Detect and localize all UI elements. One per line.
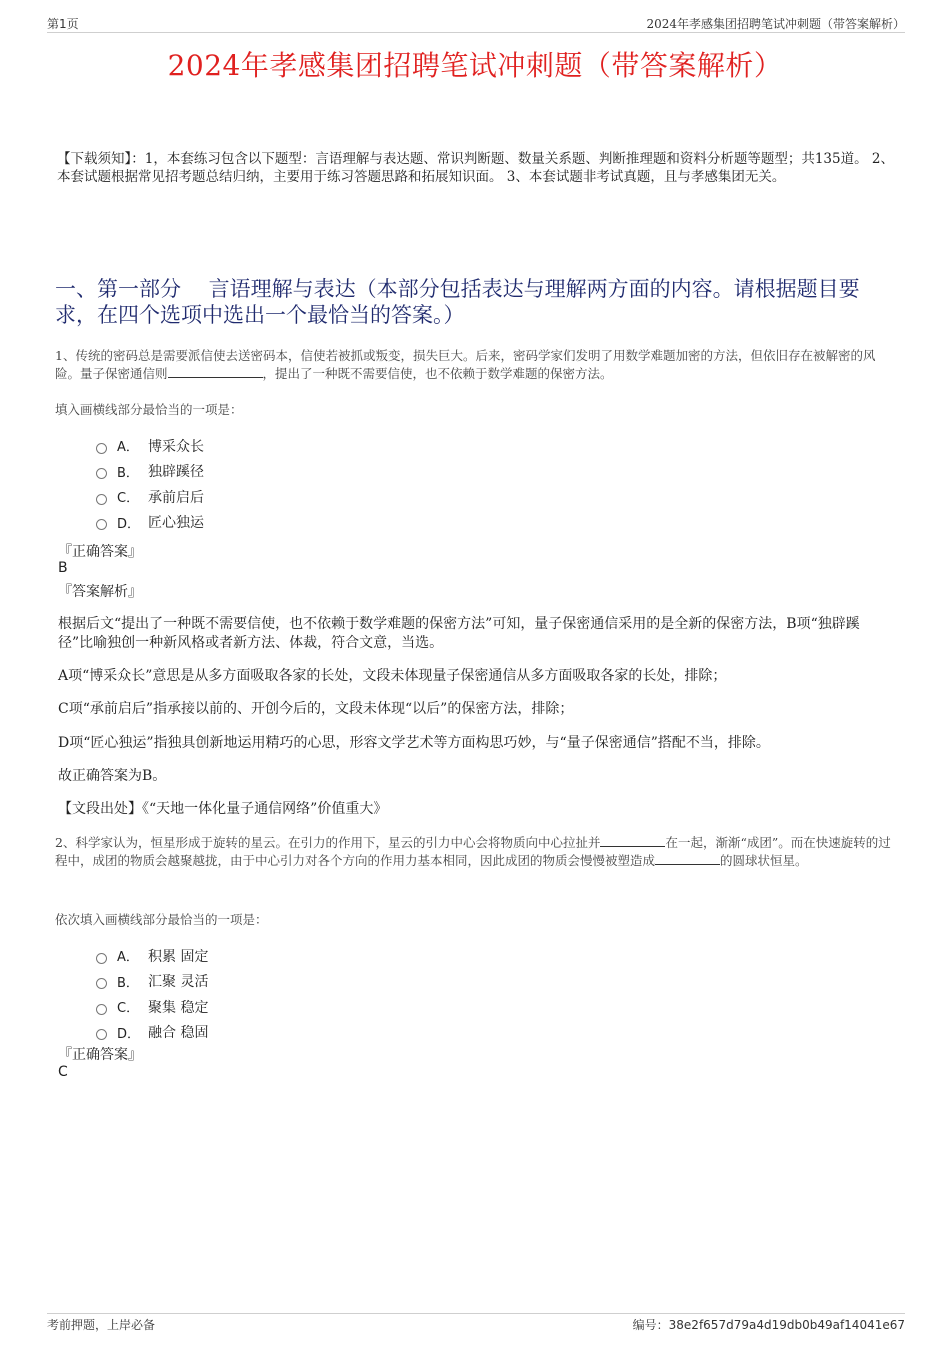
answer-value: B bbox=[58, 560, 68, 576]
question-2-hint: 依次填入画横线部分最恰当的一项是： bbox=[55, 912, 268, 927]
analysis-paragraph: A项“博采众长”意思是从多方面吸取各家的长处，文段未体现量子保密通信从多方面吸取各家的长处，排除； bbox=[58, 668, 727, 684]
radio-icon[interactable] bbox=[96, 1004, 107, 1015]
answer-blank bbox=[655, 854, 720, 865]
page-footer bbox=[47, 1313, 905, 1334]
page-header bbox=[47, 14, 905, 33]
analysis-label: 『答案解析』 bbox=[58, 584, 142, 600]
question-2-options bbox=[96, 943, 208, 1045]
question-1-text: 1、传统的密码总是需要派信使去送密码本，信使若被抓或叛变，损失巨大。后来，密码学家们发明了用数学难题加密的方法，但依旧存在被解密的风险。量子保密通信则 ，提出了一种既不需要信使，也不依赖于数学难题的保密方法。 bbox=[55, 348, 876, 381]
source-citation: 【文段出处】《“天地一体化量子通信网络”价值重大》 bbox=[58, 801, 388, 817]
answer-label: 『正确答案』 bbox=[58, 1047, 142, 1063]
question-1-hint: 填入画横线部分最恰当的一项是： bbox=[55, 402, 243, 417]
option-d[interactable]: D． 匠心独运 bbox=[96, 510, 204, 536]
footer-slogan: 考前押题，上岸必备 bbox=[47, 1318, 156, 1332]
download-notice: 【下载须知】：1，本套练习包含以下题型：言语理解与表达题、常识判断题、数量关系题、判断推理题和资料分析题等题型；共135道。 2、本套试题根据常见招考题总结归纳，主要用于练习答题思路和拓展知识面。 3、本套试题非考试真题，且与孝感集团无关。 bbox=[57, 151, 894, 185]
answer-blank bbox=[168, 367, 263, 378]
page-number: 第1页 bbox=[47, 17, 79, 31]
radio-icon[interactable] bbox=[96, 978, 107, 989]
header-doc-title: 2024年孝感集团招聘笔试冲刺题（带答案解析） bbox=[646, 17, 905, 31]
radio-icon[interactable] bbox=[96, 1029, 107, 1040]
option-c[interactable]: C． 聚集 稳定 bbox=[96, 994, 208, 1020]
option-a[interactable]: A． 博采众长 bbox=[96, 433, 204, 459]
radio-icon[interactable] bbox=[96, 468, 107, 479]
document-code: 编号：38e2f657d79a4d19db0b49af14041e67 bbox=[632, 1318, 905, 1332]
answer-value: C bbox=[58, 1064, 68, 1080]
option-d[interactable]: D． 融合 稳固 bbox=[96, 1020, 208, 1046]
analysis-paragraph: D项“匠心独运”指独具创新地运用精巧的心思，形容文学艺术等方面构思巧妙，与“量子保密通信”搭配不当，排除。 bbox=[58, 735, 770, 751]
option-c[interactable]: C． 承前启后 bbox=[96, 484, 204, 510]
radio-icon[interactable] bbox=[96, 494, 107, 505]
analysis-paragraph: C项“承前启后”指承接以前的、开创今后的，文段未体现“以后”的保密方法，排除； bbox=[58, 701, 574, 717]
radio-icon[interactable] bbox=[96, 443, 107, 454]
question-2-text: 2、科学家认为，恒星形成于旋转的星云。在引力的作用下，星云的引力中心会将物质向中心拉扯并 在一起，渐渐“成团”。而在快速旋转的过程中，成团的物质会越聚越拢，由于中心引力对各个方向的作用力基本相同，因此成团的物质会慢慢被塑造成 的圆球状恒星。 bbox=[55, 835, 891, 868]
analysis-paragraph: 故正确答案为B。 bbox=[58, 768, 167, 784]
analysis-paragraph: 根据后文“提出了一种既不需要信使，也不依赖于数学难题的保密方法”可知，量子保密通信采用的是全新的保密方法，B项“独辟蹊径”比喻独创一种新风格或者新方法、体裁，符合文意，当选。 bbox=[58, 616, 860, 651]
answer-blank bbox=[600, 836, 665, 847]
answer-label: 『正确答案』 bbox=[58, 544, 142, 560]
document-title: 2024年孝感集团招聘笔试冲刺题（带答案解析） bbox=[167, 49, 783, 82]
radio-icon[interactable] bbox=[96, 519, 107, 530]
option-b[interactable]: B． 独辟蹊径 bbox=[96, 459, 204, 485]
question-1-options bbox=[96, 433, 204, 535]
section-title: 一、第一部分 言语理解与表达（本部分包括表达与理解两方面的内容。请根据题目要求，在四个选项中选出一个最恰当的答案。） bbox=[55, 277, 860, 327]
radio-icon[interactable] bbox=[96, 953, 107, 964]
option-a[interactable]: A． 积累 固定 bbox=[96, 943, 208, 969]
option-b[interactable]: B． 汇聚 灵活 bbox=[96, 969, 208, 995]
